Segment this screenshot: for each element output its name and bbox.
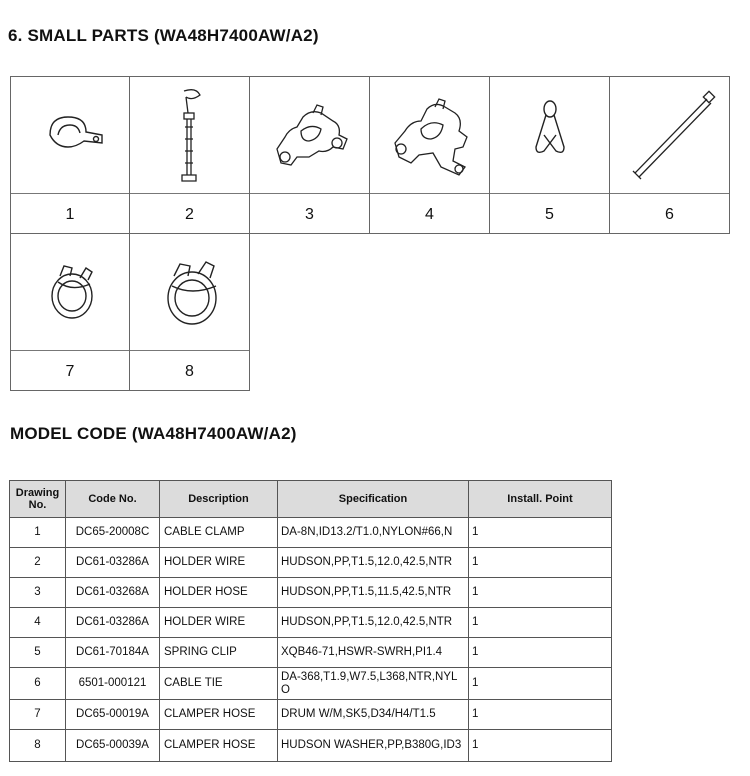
cell-install-point: 1: [469, 700, 612, 730]
cell-drawing-no: 6: [10, 668, 66, 700]
cell-description: SPRING CLIP: [160, 638, 278, 668]
clamper-hose-icon: [20, 234, 120, 349]
cell-code-no: DC61-03286A: [66, 608, 160, 638]
cell-specification: HUDSON,PP,T1.5,11.5,42.5,NTR: [278, 578, 469, 608]
cell-specification: HUDSON,PP,T1.5,12.0,42.5,NTR: [278, 548, 469, 578]
cell-code-no: DC61-70184A: [66, 638, 160, 668]
cell-code-no: DC61-03268A: [66, 578, 160, 608]
table-row: [10, 700, 612, 730]
table-row: [10, 578, 612, 608]
part-cell-3: [249, 76, 370, 234]
cell-code-no: DC61-03286A: [66, 548, 160, 578]
cell-specification: DA-368,T1.9,W7.5,L368,NTR,NYLO: [278, 668, 469, 700]
clamper-hose-icon: [140, 234, 240, 349]
cell-description: HOLDER HOSE: [160, 578, 278, 608]
table-row: [10, 668, 612, 700]
cell-drawing-no: 8: [10, 730, 66, 762]
cell-code-no: DC65-00039A: [66, 730, 160, 762]
cell-install-point: 1: [469, 638, 612, 668]
table-row: [10, 730, 612, 762]
cell-specification: XQB46-71,HSWR-SWRH,PI1.4: [278, 638, 469, 668]
cell-description: HOLDER WIRE: [160, 548, 278, 578]
holder-wire-icon: [375, 77, 485, 192]
cell-specification: DRUM W/M,SK5,D34/H4/T1.5: [278, 700, 469, 730]
part-number: 2: [130, 193, 249, 235]
part-number: 6: [610, 193, 729, 235]
cell-description: CLAMPER HOSE: [160, 700, 278, 730]
cell-drawing-no: 1: [10, 518, 66, 548]
table-row: [10, 638, 612, 668]
table-row: [10, 608, 612, 638]
header-drawing-no: Drawing No.: [10, 481, 66, 518]
part-cell-8: [129, 233, 250, 391]
cell-install-point: 1: [469, 608, 612, 638]
part-number: 3: [250, 193, 369, 235]
cell-specification: DA-8N,ID13.2/T1.0,NYLON#66,N: [278, 518, 469, 548]
holder-wire-icon: [140, 77, 240, 192]
cell-install-point: 1: [469, 668, 612, 700]
cell-drawing-no: 3: [10, 578, 66, 608]
part-number: 7: [11, 350, 129, 392]
table-row: [10, 518, 612, 548]
cell-code-no: 6501-000121: [66, 668, 160, 700]
holder-hose-icon: [255, 77, 365, 192]
cable-tie-icon: [615, 77, 725, 192]
cable-clamp-icon: [20, 77, 120, 177]
cell-code-no: DC65-20008C: [66, 518, 160, 548]
table-row: [10, 548, 612, 578]
part-cell-6: [609, 76, 730, 234]
cell-description: CABLE TIE: [160, 668, 278, 700]
cell-drawing-no: 7: [10, 700, 66, 730]
part-number: 5: [490, 193, 609, 235]
model-code-title: MODEL CODE (WA48H7400AW/A2): [10, 424, 297, 443]
part-cell-5: [489, 76, 610, 234]
spring-clip-icon: [500, 77, 600, 192]
model-code-table: [9, 480, 612, 762]
part-cell-7: [10, 233, 130, 391]
cell-drawing-no: 5: [10, 638, 66, 668]
part-number: 1: [11, 193, 129, 235]
part-cell-2: [129, 76, 250, 234]
cell-install-point: 1: [469, 518, 612, 548]
header-code-no: Code No.: [66, 481, 160, 518]
cell-code-no: DC65-00019A: [66, 700, 160, 730]
part-number: 8: [130, 350, 249, 392]
cell-description: CABLE CLAMP: [160, 518, 278, 548]
part-cell-4: [369, 76, 490, 234]
part-cell-1: [10, 76, 130, 234]
header-description: Description: [160, 481, 278, 518]
cell-drawing-no: 4: [10, 608, 66, 638]
part-number: 4: [370, 193, 489, 235]
cell-install-point: 1: [469, 548, 612, 578]
cell-install-point: 1: [469, 578, 612, 608]
cell-install-point: 1: [469, 730, 612, 762]
header-install-point: Install. Point: [469, 481, 612, 518]
cell-description: CLAMPER HOSE: [160, 730, 278, 762]
table-header-row: [10, 481, 612, 518]
cell-description: HOLDER WIRE: [160, 608, 278, 638]
cell-drawing-no: 2: [10, 548, 66, 578]
cell-specification: HUDSON WASHER,PP,B380G,ID3: [278, 730, 469, 762]
cell-specification: HUDSON,PP,T1.5,12.0,42.5,NTR: [278, 608, 469, 638]
header-specification: Specification: [278, 481, 469, 518]
small-parts-title: 6. SMALL PARTS (WA48H7400AW/A2): [8, 26, 319, 45]
